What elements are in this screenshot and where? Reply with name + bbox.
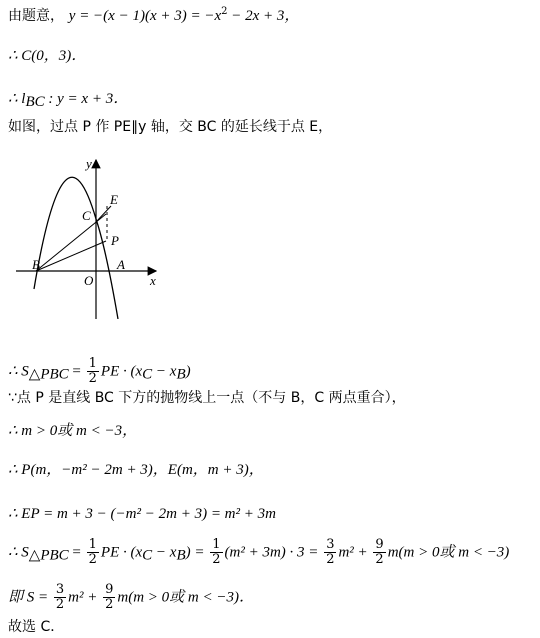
line-5: ∴ $S_{\triangle PBC}$ = $\frac{1}{2}$ PE · $(x_C - x_B)$ bbox=[8, 356, 191, 386]
label-c: C bbox=[82, 208, 91, 223]
line-9: ∴ EP = m + 3 − (−m² − 2m + 3) = m² + 3m bbox=[8, 506, 276, 522]
line-1-prefix: 由题意， bbox=[8, 8, 64, 24]
line-6: ∵点 P 是直线 BC 下方的抛物线上一点（不与 B，C 两点重合）， bbox=[8, 390, 406, 406]
line-1-sup: 2 bbox=[221, 6, 228, 17]
line-10-frac-2: $\frac{1}{2}$ bbox=[212, 537, 221, 567]
line-11-frac-1: $\frac{3}{2}$ bbox=[55, 582, 65, 612]
line-1-tail: − 2x + 3， bbox=[227, 8, 300, 24]
parabola-curve bbox=[34, 177, 118, 319]
line-5-fraction: $\frac{1}{2}$ bbox=[88, 356, 97, 386]
parabola-figure bbox=[14, 154, 164, 323]
label-e: E bbox=[110, 192, 118, 207]
line-12: 故选 C． bbox=[8, 619, 65, 635]
line-2: ∴ C(0，3)． bbox=[8, 48, 87, 64]
line-11-frac-2: $\frac{9}{2}$ bbox=[105, 582, 114, 612]
label-a: A bbox=[117, 257, 125, 272]
line-3-math: ∴ l bbox=[8, 91, 26, 107]
label-b: B bbox=[32, 257, 40, 272]
line-3 bbox=[8, 89, 128, 108]
label-p: P bbox=[111, 233, 119, 248]
line-10: ∴ $S_{\triangle PBC}$ = $\frac{1}{2}$ PE · $(x_C - x_B)$ = $\frac{1}{2}$ (m² + 3m) · 3 = $\frac{3}{2}$ m² + $\frac{9}{2}$ m(m > 0或 m < −3) bbox=[8, 537, 510, 567]
line-5-tail: PE · (x bbox=[100, 363, 143, 380]
line-5-prefix: ∴ S bbox=[8, 363, 29, 380]
parabola-diagram bbox=[14, 154, 164, 319]
line-7: ∴ m > 0或 m < −3， bbox=[8, 423, 138, 439]
line-11: 即 S = $\frac{3}{2}$ m² + $\frac{9}{2}$ m(m > 0或 m < −3)． bbox=[8, 582, 254, 612]
line-3-sub: BC bbox=[25, 94, 45, 110]
label-o: O bbox=[84, 273, 94, 288]
line-5-eq: = bbox=[68, 363, 85, 380]
line-ce bbox=[96, 206, 111, 222]
label-y: y bbox=[86, 156, 92, 171]
line-5-sub: △PBC bbox=[28, 366, 69, 383]
line-3-tail: : y = x + 3． bbox=[44, 91, 129, 107]
label-x: x bbox=[150, 273, 156, 288]
line-1 bbox=[8, 6, 299, 25]
line-10-frac-1: $\frac{1}{2}$ bbox=[88, 537, 97, 567]
line-8: ∴ P(m，−m² − 2m + 3)，E(m，m + 3)， bbox=[8, 462, 264, 478]
line-10-frac-4: $\frac{9}{2}$ bbox=[375, 537, 384, 567]
line-4: 如图，过点 P 作 PE∥y 轴，交 BC 的延长线于点 E， bbox=[8, 119, 333, 135]
line-1-math: y = −(x − 1)(x + 3) = −x bbox=[68, 8, 222, 24]
line-10-frac-3: $\frac{3}{2}$ bbox=[326, 537, 335, 567]
